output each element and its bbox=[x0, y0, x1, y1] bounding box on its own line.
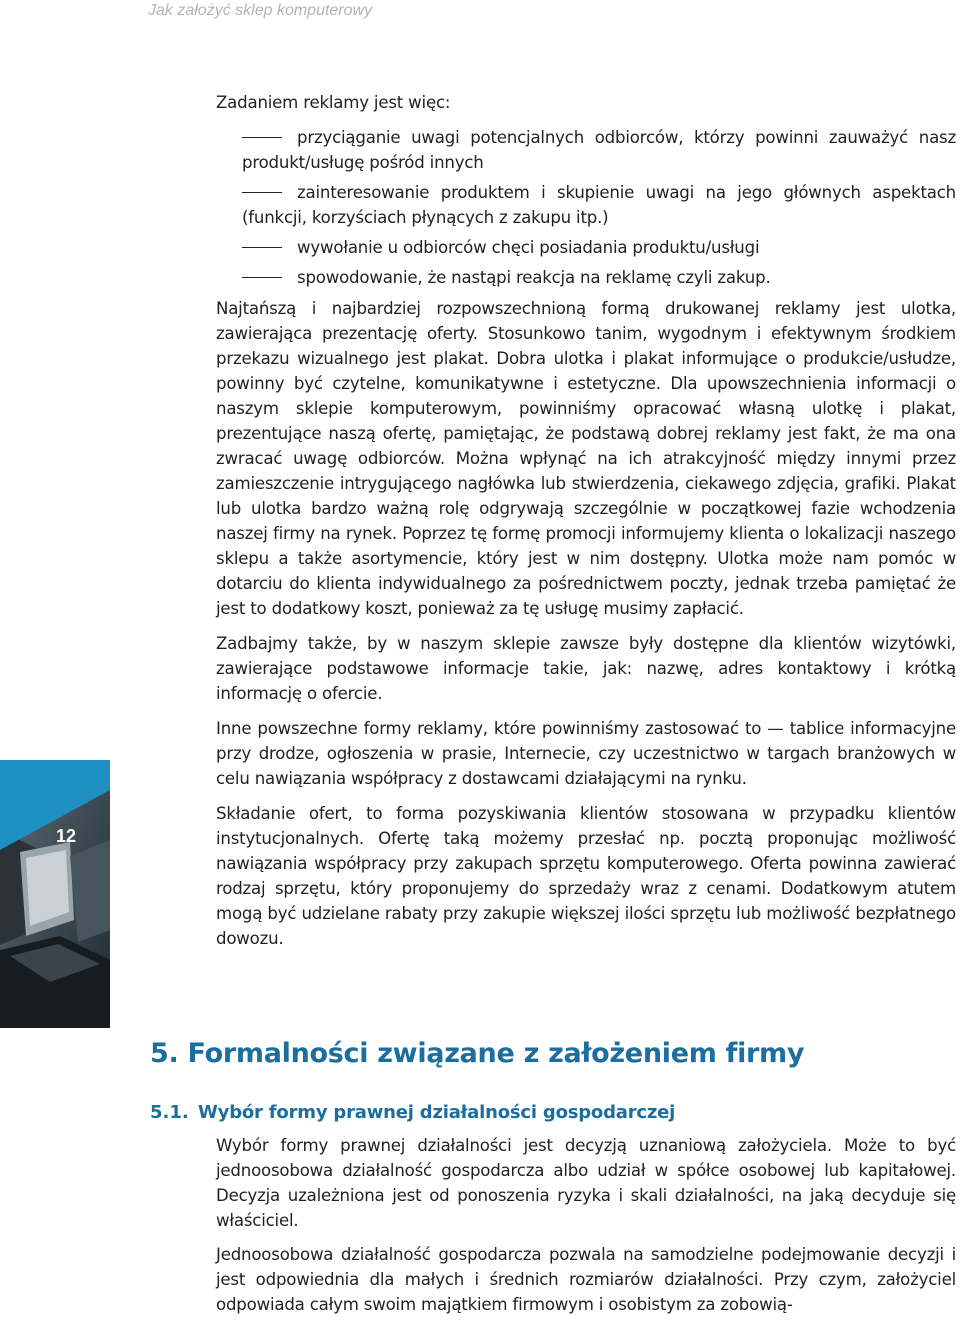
section-heading: 5. Formalności związane z założeniem firmy bbox=[150, 1038, 805, 1069]
subsection-number: 5.1. bbox=[150, 1102, 189, 1123]
list-item: spowodowanie, że nastąpi reakcja na reklamę czyli zakup. bbox=[216, 265, 956, 290]
dash-icon bbox=[242, 192, 282, 193]
paragraph: Jednoosobowa działalność gospodarcza pozwala na samodzielne podejmowanie decyzji i jest odpowiednia dla małych i średnich rozmiarów działalności. Przy czym, założyciel odpowiada całym swoim majątkiem firmowym i osobistym za zobowią- bbox=[216, 1245, 956, 1314]
subsection-heading: Wybór formy prawnej działalności gospodarczej bbox=[198, 1102, 676, 1123]
page-number: 12 bbox=[55, 826, 77, 846]
intro-text: Zadaniem reklamy jest więc: bbox=[216, 93, 451, 112]
section-body-text bbox=[216, 1133, 956, 1326]
list-item: zainteresowanie produktem i skupienie uwagi na jego głównych aspektach (funkcji, korzyściach płynących z zakupu itp.) bbox=[242, 183, 956, 227]
paragraph: Najtańszą i najbardziej rozpowszechnioną formą drukowanej reklamy jest ulotka, zawierająca prezentację oferty. Stosunkowo tanim, wygodnym i efektywnym środkiem przekazu wizualnego jest plakat. Dobra ulotka i plakat informujące o produkcie/usłudze, powinny być czytelne, komunikatywne i estetyczne. Dla upowszechnienia informacji o naszym sklepie komputerowym, powinniśmy opracować własną ulotkę i plakat, prezentujące naszą ofertę, pamiętając, że podstawą dobrej reklamy jest fakt, że ma ona zwracać uwagę odbiorców. Można wpłynąć na ich atrakcyjność między innymi przez zamieszczenie intrygującego nagłówka lub stwierdzenia, ciekawego zdjęcia, grafiki. Plakat lub ulotka bardzo ważną rolę odgrywają szczególnie w początkowej fazie wchodzenia naszej firmy na rynek. Poprzez tę formę promocji informujemy klienta o lokalizacji naszego sklepu a także asortymencie, który jest w nim dostępny. Ulotka może nam pomóc w dotarciu do klienta indywidualnego za pośrednictwem poczty, jednak trzeba pamiętać że jest to dodatkowy koszt, ponieważ za tę usługę musimy zapłacić. bbox=[216, 299, 956, 618]
paragraph: Składanie ofert, to forma pozyskiwania klientów stosowana w przypadku klientów instytucjonalnych. Ofertę taką możemy przesłać np. pocztą proponując możliwość nawiązania współpracy przy zakupach sprzętu komputerowego. Oferta powinna zawierać rodzaj sprzętu, który proponujemy do sprzedaży wraz z cenami. Dodatkowym atutem mogą być udzielane rabaty przy zakupie większej ilości sprzętu lub możliwość bezpłatnego dowozu. bbox=[216, 804, 956, 948]
running-head: Jak założyć sklep komputerowy bbox=[148, 2, 373, 19]
laptop-photo-illustration bbox=[0, 760, 110, 1028]
dash-icon bbox=[242, 247, 282, 248]
dash-icon bbox=[242, 277, 282, 278]
body-text bbox=[216, 90, 956, 961]
paragraph: Inne powszechne formy reklamy, które powinniśmy zastosować to — tablice informacyjne przy drodze, ogłoszenia w prasie, Internecie, czy uczestnictwo w targach branżowych w celu nawiązania współpracy z dostawcami działającymi na rynku. bbox=[216, 719, 956, 788]
page-tab-photo bbox=[0, 760, 110, 1028]
paragraph: Wybór formy prawnej działalności jest decyzją uznaniową założyciela. Może to być jednoosobowa działalność gospodarcza albo udział w spółce osobowej lub kapitałowej. Decyzja uzależniona jest od ponoszenia ryzyka i skali działalności, na jaką decyduje się właściciel. bbox=[216, 1136, 956, 1230]
dash-icon bbox=[242, 137, 282, 138]
bullet-list bbox=[216, 125, 956, 290]
list-item: przyciąganie uwagi potencjalnych odbiorców, którzy powinni zauważyć nasz produkt/usługę pośród innych bbox=[242, 128, 956, 172]
list-item: wywołanie u odbiorców chęci posiadania produktu/usługi bbox=[216, 235, 956, 260]
paragraph: Zadbajmy także, by w naszym sklepie zawsze były dostępne dla klientów wizytówki, zawierające podstawowe informacje takie, jak: nazwę, adres kontaktowy i krótką informację o ofercie. bbox=[216, 634, 956, 703]
